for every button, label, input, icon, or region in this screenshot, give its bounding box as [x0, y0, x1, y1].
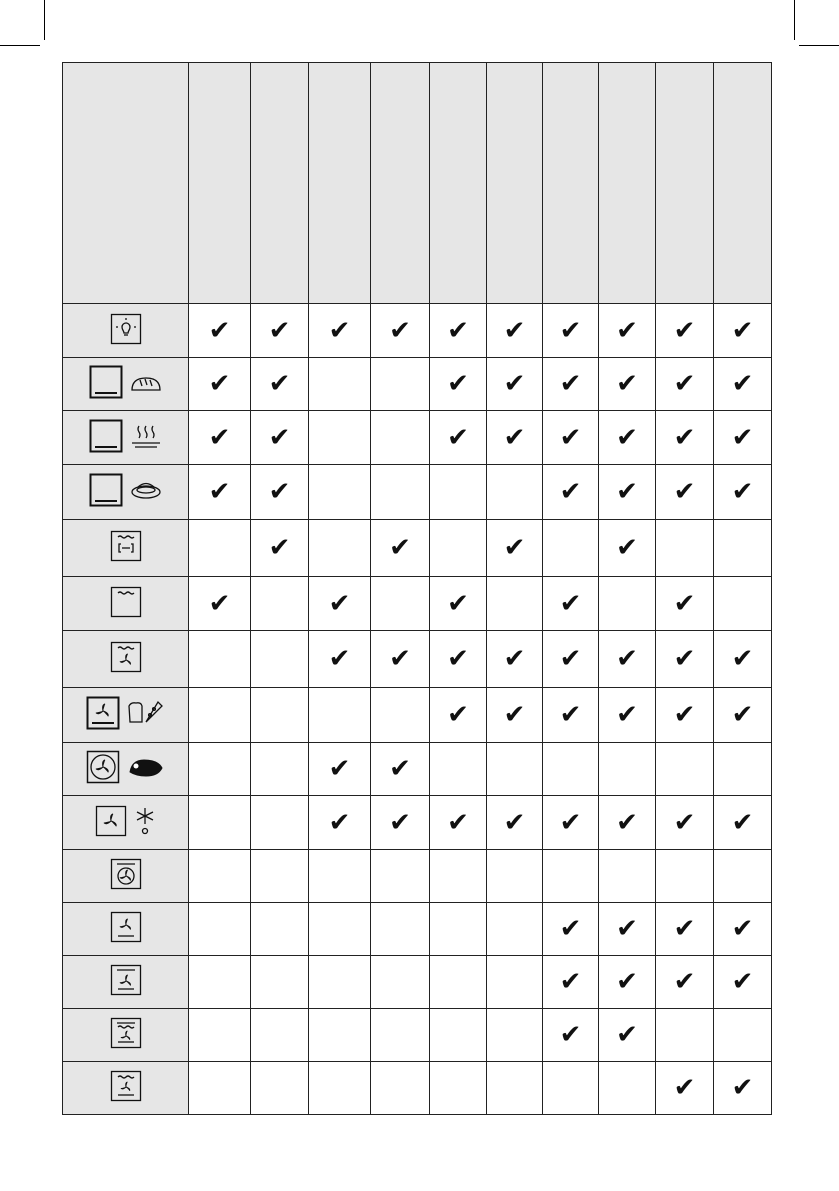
- check-mark-icon: ✔: [487, 411, 543, 465]
- table-row: [63, 304, 772, 358]
- empty-cell: [714, 577, 772, 631]
- check-mark-icon: ✔: [656, 956, 714, 1009]
- check-mark-icon: ✔: [371, 304, 430, 358]
- empty-cell: [430, 850, 487, 903]
- check-mark-icon: ✔: [189, 304, 251, 358]
- function-icon-cell: [63, 850, 189, 903]
- check-mark-icon: ✔: [251, 520, 309, 577]
- header-model-3: [309, 63, 371, 304]
- table-row: [63, 743, 772, 796]
- function-icon-cell: [63, 688, 189, 743]
- empty-cell: [487, 1009, 543, 1062]
- check-mark-icon: ✔: [189, 465, 251, 520]
- header-model-7: [543, 63, 599, 304]
- check-mark-icon: ✔: [599, 411, 656, 465]
- check-mark-icon: ✔: [714, 796, 772, 850]
- crop-mark-top-right: [799, 45, 839, 46]
- empty-cell: [487, 1062, 543, 1115]
- fan-grill-bottom-heat-icon: [110, 1070, 142, 1102]
- empty-cell: [371, 850, 430, 903]
- empty-cell: [309, 520, 371, 577]
- check-mark-icon: ✔: [599, 796, 656, 850]
- function-icon-cell: [63, 577, 189, 631]
- check-mark-icon: ✔: [487, 796, 543, 850]
- empty-cell: [714, 850, 772, 903]
- header-model-9: [656, 63, 714, 304]
- empty-cell: [714, 1009, 772, 1062]
- table-row: [63, 411, 772, 465]
- check-mark-icon: ✔: [543, 465, 599, 520]
- check-mark-icon: ✔: [251, 358, 309, 411]
- check-mark-icon: ✔: [309, 631, 371, 688]
- crop-mark-top-right-v: [794, 0, 795, 40]
- function-icon-cell: [63, 743, 189, 796]
- table-header-row: [63, 63, 772, 304]
- empty-cell: [543, 850, 599, 903]
- check-mark-icon: ✔: [656, 903, 714, 956]
- table-row: [63, 631, 772, 688]
- check-mark-icon: ✔: [656, 796, 714, 850]
- empty-cell: [430, 956, 487, 1009]
- empty-cell: [599, 850, 656, 903]
- check-mark-icon: ✔: [656, 688, 714, 743]
- check-mark-icon: ✔: [543, 796, 599, 850]
- empty-cell: [189, 903, 251, 956]
- check-mark-icon: ✔: [599, 358, 656, 411]
- function-icon-cell: [63, 520, 189, 577]
- empty-cell: [430, 1009, 487, 1062]
- empty-cell: [371, 411, 430, 465]
- fan-conventional-icon: [110, 964, 142, 996]
- function-icon-cell: [63, 631, 189, 688]
- table-row: [63, 520, 772, 577]
- empty-cell: [251, 796, 309, 850]
- empty-cell: [371, 1009, 430, 1062]
- check-mark-icon: ✔: [430, 577, 487, 631]
- check-mark-icon: ✔: [543, 631, 599, 688]
- check-mark-icon: ✔: [714, 688, 772, 743]
- empty-cell: [599, 577, 656, 631]
- empty-cell: [309, 850, 371, 903]
- header-model-5: [430, 63, 487, 304]
- check-mark-icon: ✔: [656, 465, 714, 520]
- empty-cell: [309, 358, 371, 411]
- function-icon-cell: [63, 411, 189, 465]
- top-heat-icon: [110, 586, 142, 618]
- empty-cell: [309, 956, 371, 1009]
- empty-cell: [371, 688, 430, 743]
- check-mark-icon: ✔: [714, 465, 772, 520]
- header-model-2: [251, 63, 309, 304]
- function-icon-cell: [63, 304, 189, 358]
- table-row: [63, 850, 772, 903]
- empty-cell: [371, 465, 430, 520]
- check-mark-icon: ✔: [309, 304, 371, 358]
- function-icon-cell: [63, 1062, 189, 1115]
- check-mark-icon: ✔: [714, 304, 772, 358]
- empty-cell: [714, 520, 772, 577]
- check-mark-icon: ✔: [543, 411, 599, 465]
- table-row: [63, 956, 772, 1009]
- check-mark-icon: ✔: [599, 465, 656, 520]
- check-mark-icon: ✔: [371, 743, 430, 796]
- empty-cell: [430, 743, 487, 796]
- check-mark-icon: ✔: [714, 903, 772, 956]
- check-mark-icon: ✔: [543, 956, 599, 1009]
- function-icon-cell: [63, 358, 189, 411]
- check-mark-icon: ✔: [656, 304, 714, 358]
- crop-mark-top-left: [0, 45, 40, 46]
- table-row: [63, 358, 772, 411]
- empty-cell: [430, 520, 487, 577]
- table-row: [63, 796, 772, 850]
- check-mark-icon: ✔: [309, 743, 371, 796]
- check-mark-icon: ✔: [430, 688, 487, 743]
- empty-cell: [309, 1062, 371, 1115]
- fan-bottom-heat-icon: [110, 911, 142, 943]
- check-mark-icon: ✔: [487, 358, 543, 411]
- empty-cell: [189, 796, 251, 850]
- table-row: [63, 903, 772, 956]
- pizza-setting-icon: [86, 696, 166, 730]
- check-mark-icon: ✔: [599, 903, 656, 956]
- empty-cell: [251, 903, 309, 956]
- bread-baking-icon: [89, 365, 163, 399]
- empty-cell: [251, 631, 309, 688]
- empty-cell: [189, 1062, 251, 1115]
- empty-cell: [487, 850, 543, 903]
- fan-top-bottom-grill-icon: [110, 1017, 142, 1049]
- check-mark-icon: ✔: [371, 796, 430, 850]
- check-mark-icon: ✔: [714, 1062, 772, 1115]
- check-mark-icon: ✔: [543, 358, 599, 411]
- empty-cell: [189, 956, 251, 1009]
- check-mark-icon: ✔: [487, 688, 543, 743]
- check-mark-icon: ✔: [656, 358, 714, 411]
- fan-grill-icon: [110, 641, 142, 673]
- check-mark-icon: ✔: [371, 520, 430, 577]
- check-mark-icon: ✔: [656, 631, 714, 688]
- empty-cell: [371, 1062, 430, 1115]
- check-mark-icon: ✔: [714, 411, 772, 465]
- check-mark-icon: ✔: [251, 411, 309, 465]
- check-mark-icon: ✔: [599, 956, 656, 1009]
- empty-cell: [487, 903, 543, 956]
- function-icon-cell: [63, 465, 189, 520]
- table-row: [63, 577, 772, 631]
- empty-cell: [487, 465, 543, 520]
- empty-cell: [656, 743, 714, 796]
- empty-cell: [543, 743, 599, 796]
- true-fan-cooking-icon: [110, 858, 142, 890]
- check-mark-icon: ✔: [309, 577, 371, 631]
- check-mark-icon: ✔: [599, 1009, 656, 1062]
- plate-warming-icon: [89, 473, 163, 507]
- header-model-10: [714, 63, 772, 304]
- check-mark-icon: ✔: [599, 520, 656, 577]
- function-icon-cell: [63, 956, 189, 1009]
- check-mark-icon: ✔: [714, 358, 772, 411]
- check-mark-icon: ✔: [430, 411, 487, 465]
- empty-cell: [189, 850, 251, 903]
- empty-cell: [487, 577, 543, 631]
- empty-cell: [656, 1009, 714, 1062]
- check-mark-icon: ✔: [487, 520, 543, 577]
- empty-cell: [309, 1009, 371, 1062]
- check-mark-icon: ✔: [543, 688, 599, 743]
- check-mark-icon: ✔: [189, 358, 251, 411]
- empty-cell: [487, 743, 543, 796]
- empty-cell: [599, 743, 656, 796]
- table-row: [63, 688, 772, 743]
- check-mark-icon: ✔: [543, 577, 599, 631]
- check-mark-icon: ✔: [599, 304, 656, 358]
- function-icon-cell: [63, 796, 189, 850]
- check-mark-icon: ✔: [430, 631, 487, 688]
- check-mark-icon: ✔: [656, 577, 714, 631]
- empty-cell: [251, 850, 309, 903]
- empty-cell: [251, 688, 309, 743]
- grill-icon: [110, 530, 142, 562]
- empty-cell: [599, 1062, 656, 1115]
- empty-cell: [487, 956, 543, 1009]
- header-model-6: [487, 63, 543, 304]
- crop-mark-top-left-v: [44, 0, 45, 40]
- empty-cell: [543, 1062, 599, 1115]
- empty-cell: [309, 465, 371, 520]
- empty-cell: [189, 520, 251, 577]
- header-function-icon-column: [63, 63, 189, 304]
- empty-cell: [309, 903, 371, 956]
- slow-cook-meat-icon: [86, 750, 166, 784]
- table-row: [63, 1062, 772, 1115]
- empty-cell: [251, 1009, 309, 1062]
- empty-cell: [714, 743, 772, 796]
- empty-cell: [251, 577, 309, 631]
- function-icon-cell: [63, 1009, 189, 1062]
- empty-cell: [543, 520, 599, 577]
- check-mark-icon: ✔: [599, 631, 656, 688]
- oven-lamp-icon: [110, 313, 142, 345]
- empty-cell: [251, 1062, 309, 1115]
- empty-cell: [251, 743, 309, 796]
- check-mark-icon: ✔: [543, 304, 599, 358]
- table-row: [63, 1009, 772, 1062]
- empty-cell: [189, 743, 251, 796]
- empty-cell: [430, 465, 487, 520]
- empty-cell: [309, 688, 371, 743]
- check-mark-icon: ✔: [656, 1062, 714, 1115]
- empty-cell: [189, 1009, 251, 1062]
- check-mark-icon: ✔: [543, 1009, 599, 1062]
- empty-cell: [371, 358, 430, 411]
- empty-cell: [309, 411, 371, 465]
- keep-warm-plate-icon: [89, 419, 163, 453]
- empty-cell: [251, 956, 309, 1009]
- functions-table: [62, 62, 772, 1115]
- check-mark-icon: ✔: [656, 411, 714, 465]
- check-mark-icon: ✔: [543, 903, 599, 956]
- empty-cell: [189, 688, 251, 743]
- function-icon-cell: [63, 903, 189, 956]
- check-mark-icon: ✔: [371, 631, 430, 688]
- check-mark-icon: ✔: [251, 465, 309, 520]
- empty-cell: [656, 850, 714, 903]
- header-model-4: [371, 63, 430, 304]
- empty-cell: [371, 956, 430, 1009]
- header-model-1: [189, 63, 251, 304]
- empty-cell: [189, 631, 251, 688]
- check-mark-icon: ✔: [487, 304, 543, 358]
- check-mark-icon: ✔: [714, 956, 772, 1009]
- defrost-icon: [95, 805, 157, 837]
- table-row: [63, 465, 772, 520]
- check-mark-icon: ✔: [430, 358, 487, 411]
- check-mark-icon: ✔: [309, 796, 371, 850]
- header-model-8: [599, 63, 656, 304]
- empty-cell: [656, 520, 714, 577]
- empty-cell: [430, 1062, 487, 1115]
- check-mark-icon: ✔: [599, 688, 656, 743]
- check-mark-icon: ✔: [430, 796, 487, 850]
- check-mark-icon: ✔: [487, 631, 543, 688]
- check-mark-icon: ✔: [189, 411, 251, 465]
- check-mark-icon: ✔: [189, 577, 251, 631]
- empty-cell: [430, 903, 487, 956]
- empty-cell: [371, 903, 430, 956]
- empty-cell: [371, 577, 430, 631]
- check-mark-icon: ✔: [251, 304, 309, 358]
- check-mark-icon: ✔: [430, 304, 487, 358]
- check-mark-icon: ✔: [714, 631, 772, 688]
